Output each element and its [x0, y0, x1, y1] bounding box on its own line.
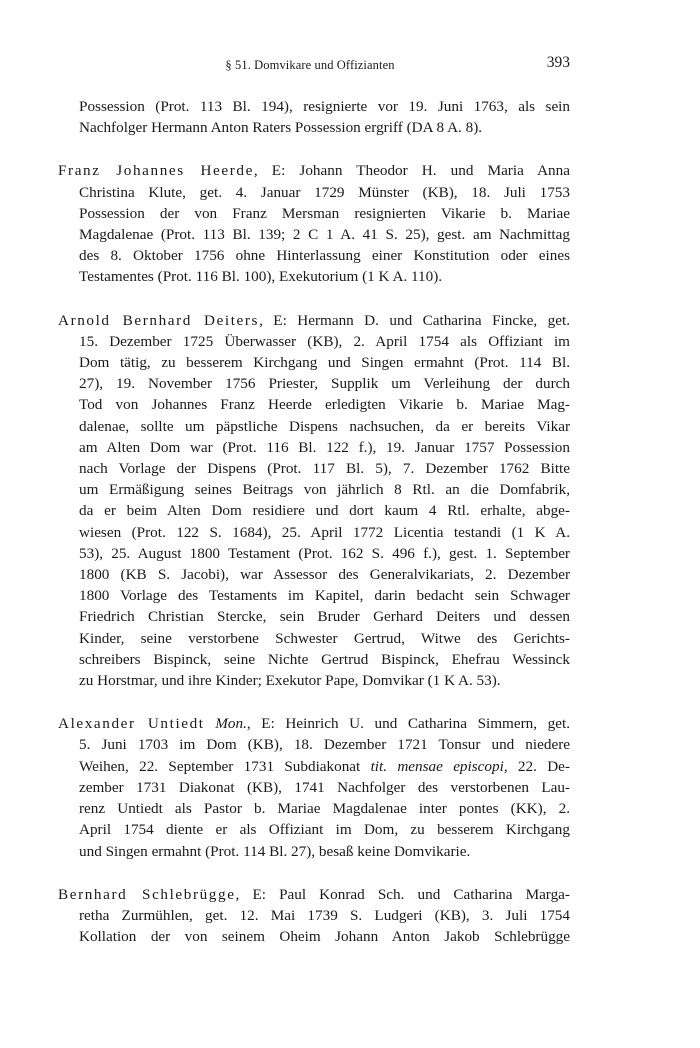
page-body [58, 96, 570, 969]
text-line: Kinder, seine verstorbene Schwester Gertrud, Witwe des Gerichts- [79, 629, 570, 647]
text-line: am Alten Dom war (Prot. 116 Bl. 122 f.), 19. Januar 1757 Possession [79, 438, 570, 456]
text-line: um Ermäßigung seines Beitrags von jährlich 8 Rtl. an die Domfabrik, [79, 481, 570, 499]
text-line: April 1754 diente er als Offiziant im Dom, zu besserem Kirchgang [79, 821, 570, 839]
text-line: schreibers Bispinck, seine Nichte Gertrud Bispinck, Ehefrau Wessinck [79, 650, 570, 668]
text-line: Dom tätig, zu besserem Kirchgang und Singen ermahnt (Prot. 114 Bl. [79, 354, 570, 372]
person-name: Alexander Untiedt [58, 715, 205, 733]
text-fragment: , E: Hermann D. und Catharina Fincke, get. [259, 311, 570, 329]
text-line: Magdalenae (Prot. 113 Bl. 139; 2 C 1 A. 41 S. 25), gest. am Nachmittag [79, 226, 570, 244]
text-line: retha Zurmühlen, get. 12. Mai 1739 S. Ludgeri (KB), 3. Juli 1754 [79, 906, 570, 924]
person-name: Arnold Bernhard Deiters [58, 311, 260, 329]
entry-first-line [58, 160, 570, 181]
entry-schlebruegge [58, 884, 570, 948]
text-line: zember 1731 Diakonat (KB), 1741 Nachfolger des verstorbenen Lau- [79, 778, 570, 796]
text-line: 5. Juni 1703 im Dom (KB), 18. Dezember 1721 Tonsur und niedere [79, 736, 570, 754]
text-fragment: , E: Johann Theodor H. und Maria Anna [253, 162, 570, 180]
text-fragment: , 22. De- [503, 757, 570, 775]
entry-first-line [58, 884, 570, 905]
text-line: zu Horstmar, und ihre Kinder; Exekutor Pape, Domvikar (1 K A. 53). [79, 672, 501, 690]
italic-fragment: tit. mensae episcopi [370, 757, 504, 775]
entry-deiters [58, 310, 570, 692]
text-line: Nachfolger Hermann Anton Raters Possession ergriff (DA 8 A. 8). [79, 119, 483, 137]
text-line: Kollation der von seinem Oheim Johann Anton Jakob Schlebrügge [79, 928, 570, 946]
text-line: 1800 (KB S. Jacobi), war Assessor des Generalvikariats, 2. Dezember [79, 566, 570, 584]
text-line: Tod von Johannes Franz Heerde erledigten Vikarie b. Mariae Mag- [79, 396, 570, 414]
text-line: 53), 25. August 1800 Testament (Prot. 162 S. 496 f.), gest. 1. September [79, 544, 570, 562]
text-line: Possession (Prot. 113 Bl. 194), resignierte vor 19. Juni 1763, als sein [79, 98, 570, 115]
text-line: 27), 19. November 1756 Priester, Supplik um Verleihung der durch [79, 375, 570, 393]
entry-untiedt [58, 713, 570, 861]
page-number: 393 [546, 54, 570, 71]
entry-first-line [58, 713, 570, 734]
text-line: Friedrich Christian Stercke, sein Bruder Gerhard Deiters und dessen [79, 608, 570, 626]
text-line: nach Vorlage der Dispens (Prot. 117 Bl. 5), 7. Dezember 1762 Bitte [79, 460, 570, 478]
entry-continuation [58, 96, 570, 138]
text-line: da er beim Alten Dom residiere und dort kaum 4 Rtl. erhalte, abge- [79, 502, 570, 520]
name-suffix: Mon. [215, 715, 247, 733]
text-fragment: Weihen, 22. September 1731 Subdiakonat [79, 757, 371, 775]
running-head: § 51. Domvikare und Offizianten [225, 58, 395, 72]
text-line: 1800 Vorlage des Testaments im Kapitel, darin bedacht sein Schwager [79, 587, 570, 605]
text-fragment: , E: Heinrich U. und Catharina Simmern, get. [246, 715, 571, 733]
page-header [0, 54, 700, 78]
text-line: Possession der von Franz Mersman resignierten Vikarie b. Mariae [79, 204, 570, 222]
text-line: renz Untiedt als Pastor b. Mariae Magdalenae inter pontes (KK), 2. [79, 800, 570, 818]
text-line: dalenae, sollte um päpstliche Dispens nachsuchen, da er bereits Vikar [79, 417, 570, 435]
entry-heerde [58, 160, 570, 287]
text-fragment: , E: Paul Konrad Sch. und Catharina Marga- [235, 885, 570, 903]
text-line: wiesen (Prot. 122 S. 1684), 25. April 1772 Licentia testandi (1 K A. [79, 523, 570, 541]
person-name: Franz Johannes Heerde [58, 162, 254, 180]
text-line-mixed [58, 756, 570, 777]
text-line: und Singen ermahnt (Prot. 114 Bl. 27), besaß keine Domvikarie. [79, 842, 471, 860]
text-line: Testamentes (Prot. 116 Bl. 100), Exekutorium (1 K A. 110). [79, 268, 443, 286]
entry-first-line [58, 310, 570, 331]
text-line: des 8. Oktober 1756 ohne Hinterlassung einer Konstitution oder eines [79, 247, 570, 265]
text-line: 15. Dezember 1725 Überwasser (KB), 2. April 1754 als Offiziant im [79, 332, 570, 350]
person-name: Bernhard Schlebrügge [58, 885, 236, 903]
text-line: Christina Klute, get. 4. Januar 1729 Münster (KB), 18. Juli 1753 [79, 183, 570, 201]
